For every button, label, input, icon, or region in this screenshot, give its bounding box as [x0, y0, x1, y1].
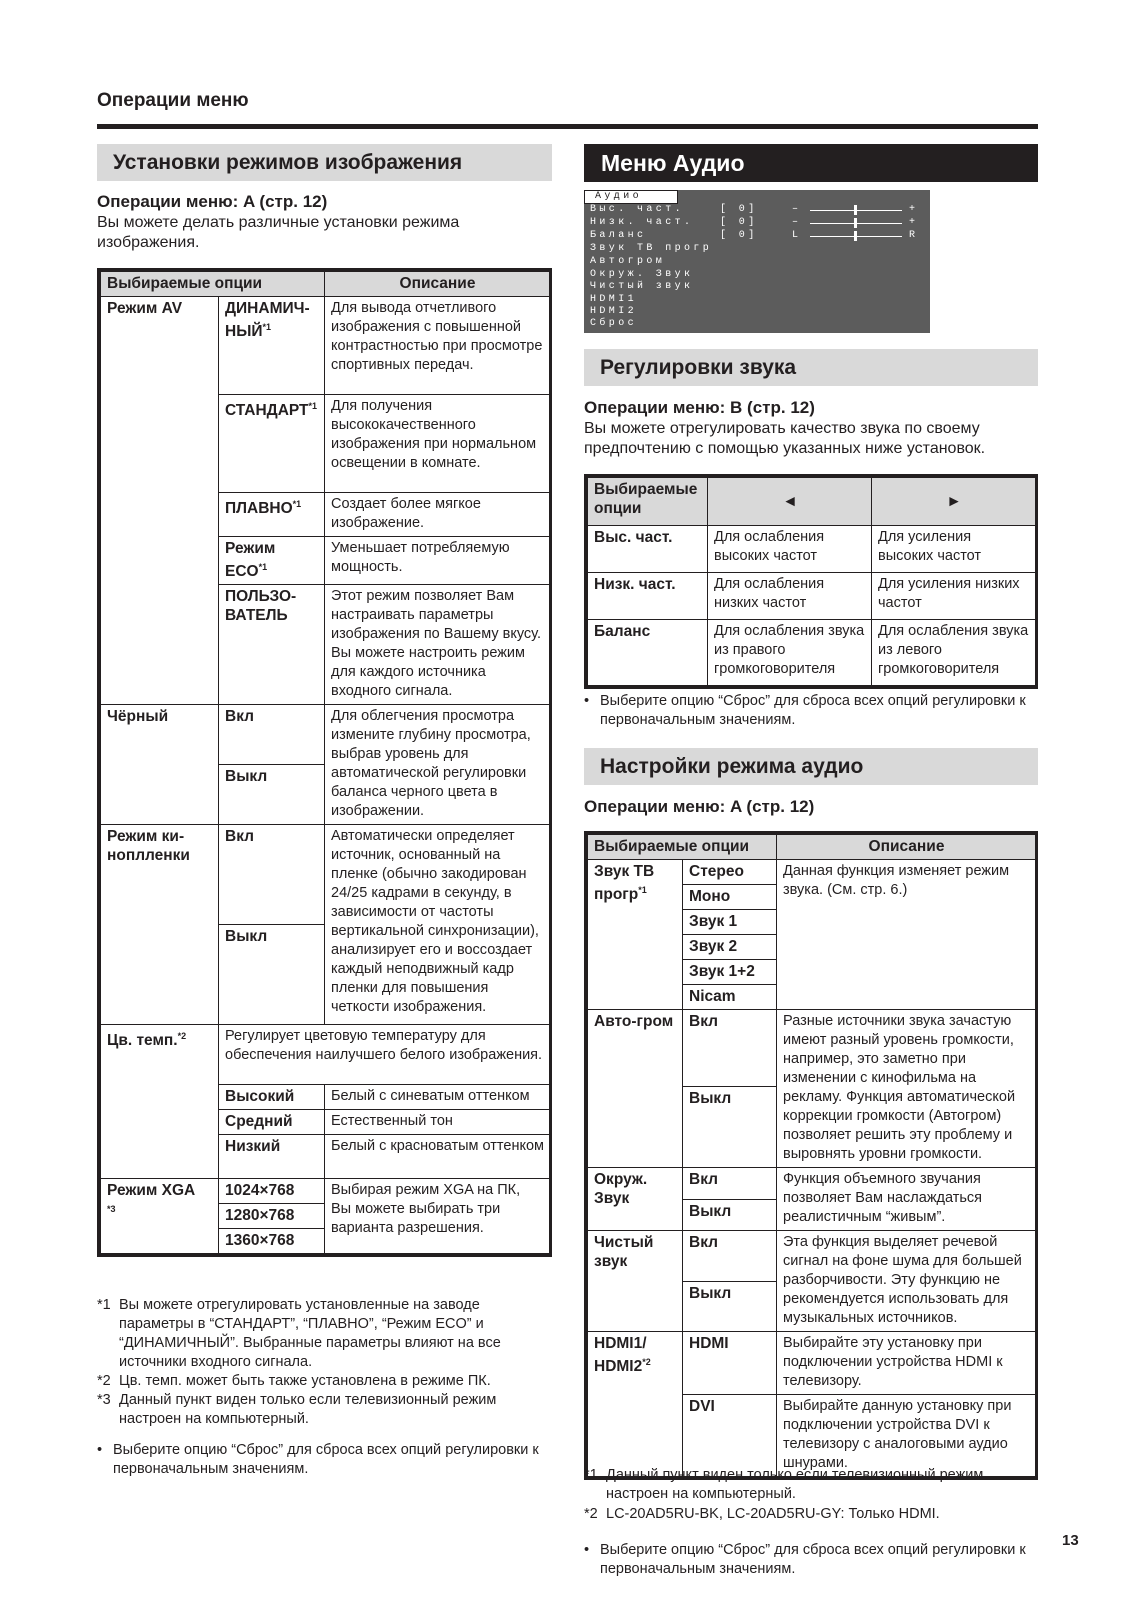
osd-val-1: [ 0] — [720, 204, 758, 215]
osd-item-reset: Сброс — [590, 318, 638, 329]
opt-res2: 1280×768 — [219, 1204, 325, 1229]
desc-ct1: Белый с синеватым оттенком — [325, 1085, 550, 1110]
mode-menu-op: Операции меню: A (стр. 12) — [584, 797, 815, 816]
right-bullet: • — [584, 1542, 590, 1558]
sound-bass-left: Для ослабления низких частот — [708, 573, 872, 620]
desc-av3: Создает более мягкое изображение. — [325, 493, 550, 537]
mode-tv-desc: Данная функция изменяет режим звука. (См. стр. 6.) — [777, 860, 1036, 1010]
opt-film-on: Вкл — [219, 825, 325, 925]
mode-th-options: Выбираемые опции — [588, 835, 777, 860]
mode-autovol-on: Вкл — [683, 1010, 777, 1087]
mode-clear-off: Выкл — [683, 1281, 777, 1332]
page-number: 13 — [1062, 1532, 1079, 1549]
sound-th-options: Выбираемые опции — [588, 478, 708, 526]
opt-res1: 1024×768 — [219, 1179, 325, 1204]
opt-av4: Режим ECO — [225, 540, 276, 581]
audio-osd-screen: Выс. част. Низк. част. Баланс [ 0] [ 0] [ 0] – – L + + R Звук ТВ прогр Автогром Окруж. Звук Чистый звук HDMI1 HDMI2 Сброс — [584, 190, 930, 333]
osd-item-hdmi1: HDMI1 — [590, 294, 638, 305]
opt-xga: Режим XGA $^{*3}$ — [101, 1179, 219, 1254]
sound-menu-op: Операции меню: B (стр. 12) — [584, 398, 815, 417]
desc-ct3: Белый с красноватым оттенком — [325, 1135, 550, 1179]
right-fn2-mark: *2 — [584, 1506, 598, 1522]
audio-menu-title: Меню Аудио — [584, 144, 1038, 182]
header-rule — [97, 124, 1038, 129]
mode-autovol-off: Выкл — [683, 1086, 777, 1167]
mode-dvi: DVI — [683, 1395, 777, 1477]
desc-av4: Уменьшает потребляемую мощность. — [325, 537, 550, 585]
right-arrow-icon: ► — [872, 478, 1036, 526]
sound-treble-right: Для усиления высоких частот — [872, 526, 1036, 573]
osd-val-2: [ 0] — [720, 217, 758, 228]
left-fn3-mark: *3 — [97, 1392, 111, 1408]
osd-item-bass: Низк. част. — [590, 217, 694, 228]
mode-stereo: Стерео — [683, 860, 777, 885]
section-title-sound: Регулировки звука — [584, 349, 1038, 386]
audio-mode-table — [584, 831, 1038, 1480]
mode-th-desc: Описание — [777, 835, 1036, 860]
opt-film-off: Выкл — [219, 925, 325, 1025]
mode-opt-surround: Окруж. Звук — [588, 1168, 683, 1231]
desc-av5: Этот режим позволяет Вам настраивать параметры изображения по Вашему вкусу. Вы можете настроить режим для каждого источника входного сигнала. — [325, 585, 550, 705]
desc-av1: Для вывода отчетливого изображения с повышенной контрастностью при просмотре спортивных передач. — [325, 297, 550, 395]
right-fn1: Данный пункт виден только если телевизионный режим настроен на компьютерный. — [606, 1467, 984, 1502]
osd-item-surround: Окруж. Звук — [590, 269, 694, 280]
osd-item-tv-sound: Звук ТВ прогр — [590, 243, 713, 254]
opt-av: Режим AV — [101, 297, 219, 705]
sound-table — [584, 474, 1038, 689]
sound-opt-balance: Баланс — [588, 620, 708, 686]
th-options: Выбираемые опции — [101, 272, 325, 297]
mode-sound2: Звук 2 — [683, 935, 777, 960]
left-fn1-mark: *1 — [97, 1297, 111, 1313]
picture-table: Выбираемые опции Описание Режим AV ДИНАМИЧ-НЫЙ$^{*1}$ Для вывода отчетливого изображения с повышенной контрастностью при просмотре спортивных передач. СТАНДАРТ$^{*1}$ Для получения высококачественного изображения при нормальном освещении в комнате. ПЛАВНО$^{*1}$ Создает более мягкое изображение. Режим ECO$^{*1}$ Уменьшает потребляемую мощность. ПОЛЬЗО-ВАТЕЛЬ Этот режим позволяет Вам настраивать параметры изображения по Вашему вкусу. Вы можете настроить режим для каждого источника входного сигнала. Чёрный Вкл Для облегчения просмотра измените глубину просмотра, выбрав уровень для автоматической регулировки баланса черного цвета в изображении. Выкл Режим ки-ноплленки Вкл Автоматически определяет источник, основанный на пленке (обычно закодирован 24/25 кадрами в секунду, в зависимости от частоты вертикальной синхронизации), анализирует его и воссоздает каждый неподвижный кадр пленки для повышения четкости изображения. Выкл Цв. темп.$^{*2}$ Регулирует цветовую температуру для обеспечения наилучшего белого изображения. Высокий Белый с синеватым оттенком Средний Естественный тон Низкий Белый с красноватым оттенком Режим XGA $^{*3}$ 1024×768 Выбирая режим XGA на ПК, Вы можете выбирать три варианта разрешения. 1280×768 1360×768 — [97, 268, 552, 1257]
sound-opt-bass: Низк. част. — [588, 573, 708, 620]
sound-note: Выберите опцию “Сброс” для сброса всех опций регулировки к первоначальным значениям. — [600, 693, 1026, 728]
mode-surround-off: Выкл — [683, 1199, 777, 1231]
osd-item-balance: Баланс — [590, 230, 647, 241]
osd-val-3: [ 0] — [720, 230, 758, 241]
mode-opt-hdmi: HDMI1/ HDMI2$^{*2}$ — [588, 1332, 683, 1477]
sound-opt-treble: Выс. част. — [588, 526, 708, 573]
opt-black: Чёрный — [101, 705, 219, 825]
opt-film: Режим ки-ноплленки — [101, 825, 219, 1025]
mode-mono: Моно — [683, 885, 777, 910]
mode-clear-desc: Эта функция выделяет речевой сигнал на фоне шума для большей разборчивости. Эту функцию не рекомендуется использовать для музыкальных источников. — [777, 1231, 1036, 1332]
left-fn2: Цв. темп. может быть также установлена в режиме ПК. — [119, 1373, 491, 1389]
mode-opt-clear: Чистый звук — [588, 1231, 683, 1332]
left-arrow-icon: ◄ — [708, 478, 872, 526]
opt-ct3: Низкий — [219, 1135, 325, 1179]
opt-res3: 1360×768 — [219, 1229, 325, 1254]
desc-film: Автоматически определяет источник, основанный на пленке (обычно закодирован 24/25 кадрами в секунду, в зависимости от частоты вертикальной синхронизации), анализирует его и воссоздает каждый неподвижный кадр пленки для повышения четкости изображения. — [325, 825, 550, 1025]
desc-av2: Для получения высококачественного изображения при нормальном освещении в комнате. — [325, 395, 550, 493]
opt-black-on: Вкл — [219, 705, 325, 765]
left-fn1: Вы можете отрегулировать установленные на заводе параметры в “СТАНДАРТ”, “ПЛАВНО”, “Режим ECO” и “ДИНАМИЧНЫЙ”. Выбранные параметры влияют на все источники входного сигнала. — [119, 1297, 501, 1370]
mode-hdmi: HDMI — [683, 1332, 777, 1395]
opt-ct: Цв. темп.$^{*2}$ — [101, 1025, 219, 1179]
th-desc: Описание — [325, 272, 550, 297]
left-note: Выберите опцию “Сброс” для сброса всех опций регулировки к первоначальным значениям. — [113, 1442, 539, 1477]
opt-ct2: Средний — [219, 1110, 325, 1135]
osd-item-autovol: Автогром — [590, 256, 666, 267]
sound-bullet: • — [584, 693, 590, 709]
opt-av1: ДИНАМИЧ-НЫЙ$^{*1}$ — [219, 297, 325, 395]
left-fn2-mark: *2 — [97, 1373, 111, 1389]
menu-op-label: Операции меню: A (стр. 12) — [97, 192, 328, 211]
mode-clear-on: Вкл — [683, 1231, 777, 1282]
opt-av3: ПЛАВНО — [225, 500, 293, 518]
osd-item-clear: Чистый звук — [590, 281, 694, 292]
right-fn2: LC-20AD5RU-BK, LC-20AD5RU-GY: Только HDMI. — [606, 1506, 940, 1522]
desc-xga: Выбирая режим XGA на ПК, Вы можете выбирать три варианта разрешения. — [325, 1179, 550, 1254]
sound-balance-left: Для ослабления звука из правого громкоговорителя — [708, 620, 872, 686]
desc-ct2: Естественный тон — [325, 1110, 550, 1135]
sound-bass-right: Для усиления низких частот — [872, 573, 1036, 620]
sound-intro: Вы можете отрегулировать качество звука по своему предпочтению с помощью указанных ниже установок. — [584, 420, 986, 457]
mode-dvi-desc: Выбирайте данную установку при подключении устройства DVI к телевизору с аналоговыми аудио шнурами. — [777, 1395, 1036, 1477]
left-fn3: Данный пункт виден только если телевизионный режим настроен на компьютерный. — [119, 1392, 497, 1427]
osd-item-treble: Выс. част. — [590, 204, 685, 215]
left-bullet: • — [97, 1442, 103, 1458]
intro-text: Вы можете делать различные установки режима изображения. — [97, 214, 460, 251]
mode-hdmi-desc: Выбирайте эту установку при подключении устройства HDMI к телевизору. — [777, 1332, 1036, 1395]
desc-black: Для облегчения просмотра измените глубину просмотра, выбрав уровень для автоматической регулировки баланса черного цвета в изображении. — [325, 705, 550, 825]
desc-ct: Регулирует цветовую температуру для обеспечения наилучшего белого изображения. — [219, 1025, 550, 1085]
section-title-audio-mode: Настройки режима аудио — [584, 748, 1038, 785]
page-header: Операции меню — [97, 90, 249, 111]
opt-av2: СТАНДАРТ — [225, 402, 309, 420]
opt-ct1: Высокий — [219, 1085, 325, 1110]
mode-nicam: Nicam — [683, 985, 777, 1010]
right-fn1-mark: *1 — [584, 1467, 598, 1483]
mode-sound12: Звук 1+2 — [683, 960, 777, 985]
section-title-picture: Установки режимов изображения — [97, 144, 552, 181]
sound-balance-right: Для ослабления звука из левого громкоговорителя — [872, 620, 1036, 686]
sound-treble-left: Для ослабления высоких частот — [708, 526, 872, 573]
osd-tab-audio: Аудио — [584, 190, 678, 204]
mode-opt-tv: Звук ТВ прогр$^{*1}$ — [588, 860, 683, 1010]
osd-item-hdmi2: HDMI2 — [590, 306, 638, 317]
mode-sound1: Звук 1 — [683, 910, 777, 935]
mode-opt-autovol: Авто-гром — [588, 1010, 683, 1168]
right-note: Выберите опцию “Сброс” для сброса всех опций регулировки к первоначальным значениям. — [600, 1542, 1026, 1577]
mode-autovol-desc: Разные источники звука зачастую имеют разный уровень громкости, например, это заметно при изменении с кинофильма на рекламу. Функция автоматической коррекции громкости (Автогром) позволяет решить эту проблему и выровнять уровни громкости. — [777, 1010, 1036, 1168]
mode-surround-desc: Функция объемного звучания позволяет Вам наслаждаться реалистичным “живым”. — [777, 1168, 1036, 1231]
mode-surround-on: Вкл — [683, 1168, 777, 1200]
opt-black-off: Выкл — [219, 765, 325, 825]
opt-av5: ПОЛЬЗО-ВАТЕЛЬ — [219, 585, 325, 705]
